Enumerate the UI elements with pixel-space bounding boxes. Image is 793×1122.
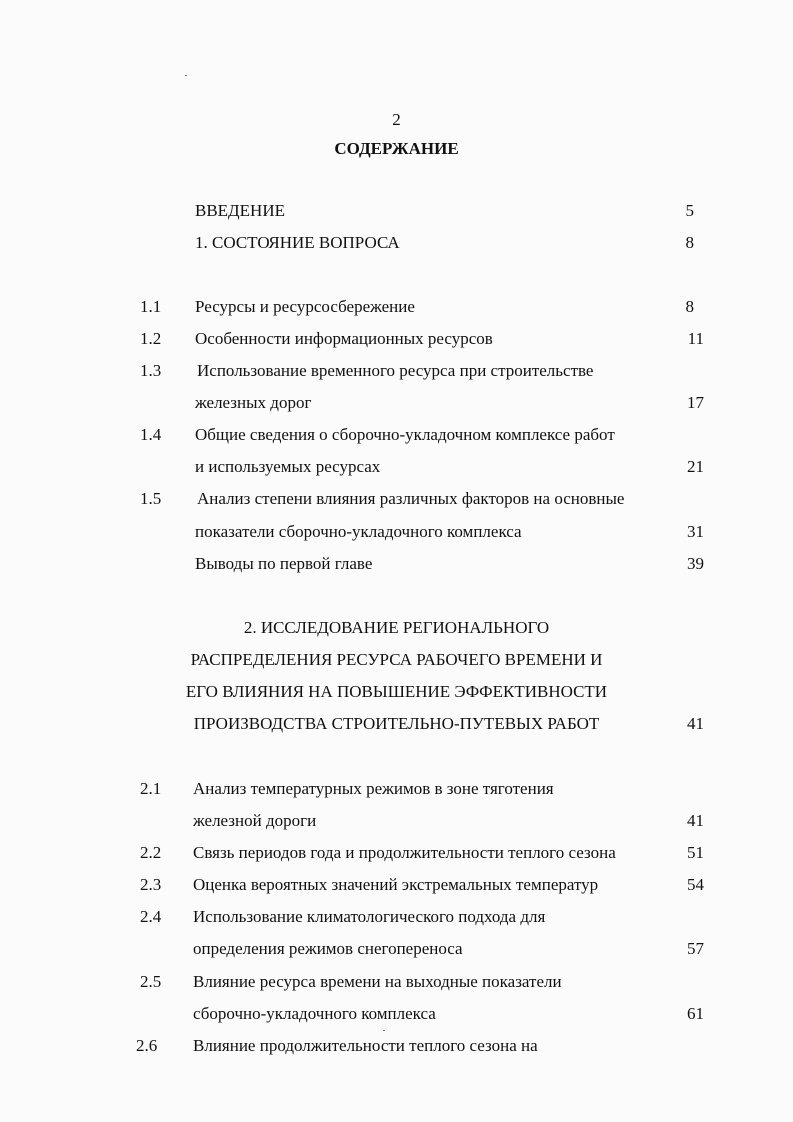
toc-item-title: Использование климатологического подхода для xyxy=(193,907,546,926)
toc-conclusion-label: Выводы по первой главе xyxy=(195,554,373,573)
chapter2-heading-line: ПРОИЗВОДСТВА СТРОИТЕЛЬНО-ПУТЕВЫХ РАБОТ xyxy=(193,714,600,733)
toc-item-title-cont: железных дорог xyxy=(195,393,312,412)
toc-item-number: 1.4 xyxy=(140,425,162,444)
toc-item-number: 2.3 xyxy=(140,875,162,894)
toc-item-number: 1.5 xyxy=(140,489,162,508)
toc-item-title: Использование временного ресурса при строительстве xyxy=(197,361,594,380)
toc-item-page: 41 xyxy=(687,811,704,830)
toc-item-page: 11 xyxy=(687,329,704,348)
toc-item-page: 21 xyxy=(687,457,704,476)
toc-item-title-cont: и используемых ресурсах xyxy=(195,457,381,476)
toc-item-number: 1.2 xyxy=(140,329,162,348)
chapter1-heading: 1. СОСТОЯНИЕ ВОПРОСА xyxy=(195,233,400,252)
toc-item-number: 2.5 xyxy=(140,972,162,991)
toc-item-page: 17 xyxy=(687,393,704,412)
toc-item-page: 61 xyxy=(687,1004,704,1023)
toc-intro-page: 5 xyxy=(685,201,694,220)
toc-item-title-cont: показатели сборочно-укладочного комплекса xyxy=(195,522,522,541)
toc-item-title: Анализ температурных режимов в зоне тяготения xyxy=(193,779,554,798)
toc-item-page: 8 xyxy=(685,297,694,316)
toc-conclusion-page: 39 xyxy=(687,554,704,573)
chapter2-heading-line: РАСПРЕДЕЛЕНИЯ РЕСУРСА РАБОЧЕГО ВРЕМЕНИ И xyxy=(190,650,603,669)
toc-item-page: 54 xyxy=(687,875,704,894)
toc-item-title: Особенности информационных ресурсов xyxy=(195,329,493,348)
toc-item-number: 2.4 xyxy=(140,907,162,926)
chapter2-page: 41 xyxy=(687,714,704,733)
page-number: 2 xyxy=(392,110,401,129)
toc-item-page: 31 xyxy=(687,522,704,541)
toc-item-title-cont: определения режимов снегопереноса xyxy=(193,939,463,958)
toc-item-title-cont: сборочно-укладочного комплекса xyxy=(193,1004,436,1023)
toc-item-number: 1.1 xyxy=(140,297,162,316)
toc-item-number: 2.6 xyxy=(136,1036,158,1055)
toc-item-title: Ресурсы и ресурсосбережение xyxy=(195,297,415,316)
toc-item-page: 51 xyxy=(687,843,704,862)
scan-speck xyxy=(185,75,187,76)
chapter2-heading-line: ЕГО ВЛИЯНИЯ НА ПОВЫШЕНИЕ ЭФФЕКТИВНОСТИ xyxy=(185,682,608,701)
chapter1-page: 8 xyxy=(685,233,694,252)
toc-item-title: Общие сведения о сборочно-укладочном комплексе работ xyxy=(195,425,615,444)
chapter2-heading-line: 2. ИССЛЕДОВАНИЕ РЕГИОНАЛЬНОГО xyxy=(243,618,550,637)
toc-item-title: Влияние ресурса времени на выходные показатели xyxy=(193,972,562,991)
toc-item-title: Влияние продолжительности теплого сезона на xyxy=(193,1036,538,1055)
scan-speck xyxy=(383,1030,385,1031)
toc-item-title: Оценка вероятных значений экстремальных температур xyxy=(193,875,599,894)
page-title: СОДЕРЖАНИЕ xyxy=(334,139,459,158)
toc-item-title: Анализ степени влияния различных факторов на основные xyxy=(197,489,625,508)
toc-item-page: 57 xyxy=(687,939,704,958)
toc-intro-label: ВВЕДЕНИЕ xyxy=(195,201,285,220)
toc-item-number: 2.2 xyxy=(140,843,162,862)
toc-item-number: 2.1 xyxy=(140,779,162,798)
toc-item-title: Связь периодов года и продолжительности теплого сезона xyxy=(193,843,616,862)
toc-item-number: 1.3 xyxy=(140,361,162,380)
toc-item-title-cont: железной дороги xyxy=(193,811,317,830)
